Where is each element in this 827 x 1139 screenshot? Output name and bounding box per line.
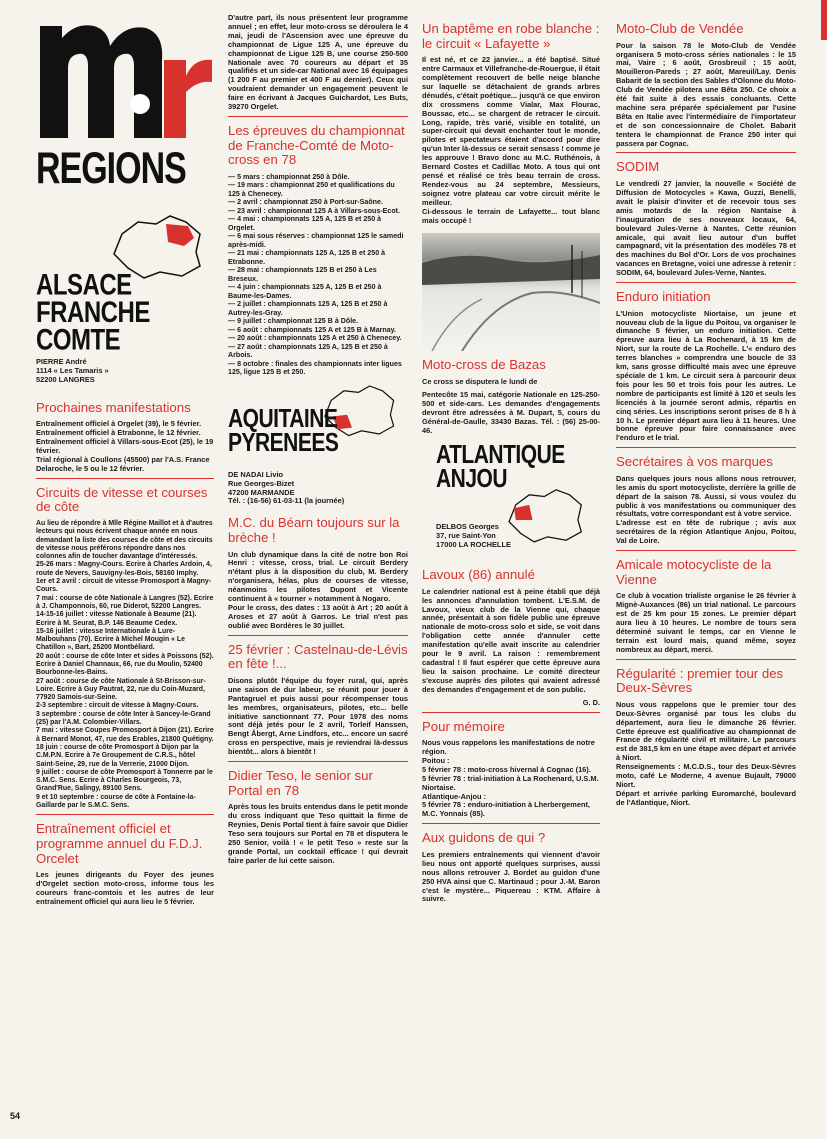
page-number: 54 (10, 1111, 21, 1121)
divider (616, 550, 796, 551)
column-4 (616, 14, 796, 812)
region-title-alsace: ALSACE FRANCHE COMTE (36, 268, 150, 357)
text-entrainement-officiel: Les jeunes dirigeants du Foyer des jeunes d'Orgelet section moto-cross, informe tous les coureurs franc-comtois et les autres de leur entraînement officiel qui aura lieu le 5 février. (36, 870, 214, 906)
heading-castelnau: 25 février : Castelnau-de-Lévis en fête !... (228, 641, 408, 672)
page-edge-marker (821, 0, 827, 40)
masthead-title: REGIONS (36, 144, 186, 194)
heading-enduro-initiation: Enduro initiation (616, 289, 711, 305)
column-3 (422, 14, 600, 908)
heading-didier-teso: Didier Teso, le senior sur Portal en 78 (228, 768, 373, 798)
map-atlantique-icon (504, 485, 588, 545)
correspondent-address-alsace: PIERRE André 1114 « Les Tamaris » 52200 LANGRES (36, 357, 109, 384)
heading-amicale-vienne: Amicale motocycliste de la Vienne (616, 557, 772, 587)
aquitaine-block (228, 381, 408, 471)
text-epreuves-franche-comte: — 5 mars : championnat 250 à Dôle. — 19 mars : championnat 250 et qualifications du 125 à Chenecey. — 2 avril : championnat 250 à Port-sur-Saône. — 23 avril : championnat 125 A à Villars-sous-Ecot. — 4 mai : championnats 125 A, 125 B et 250 à Orgelet. — 6 mai sous réserves : championnat 125 le samedi après-midi. — 21 mai : championnats 125 A, 125 B et 250 à Etrabonne. — 28 mai : championnats 125 B et 250 à Les Breseux. — 4 juin : championnats 125 A, 125 B et 250 à Baume-les-Dames. — 2 juillet : championnats 125 A, 125 B et 250 à Autrey-les-Gray. — 9 juillet : championnat 125 B à Dôle. — 6 août : championnats 125 A et 125 B à Marnay. — 20 août : championnats 125 A et 250 à Chenecey. — 27 août : championnats 125 A, 125 B et 250 à Arbois. — 8 octobre : finales des championnats inter ligues 125, ligue 125 B et 250. (228, 172, 404, 377)
text-regularite: Nous vous rappelons que le premier tour des Deux-Sèvres organisé par tous les clubs du département, aura lieu le dimanche 26 février. Cette épreuve est qualificative au championnat de France de régularité civil et militaire. Le parcours est de 381,5 km en une étape avec départ et arrivée à Niort. Renseignements : M.C.D.S., tour des Deux-Sèvres moto, café Le Moderne, 4 avenue Bujault, 79000 Niort. Départ et arrivée parking Euromarché, boulevard de l'Atlantique, Niort. (616, 699, 796, 807)
heading-mc-bearn: M.C. du Béarn toujours sur la brèche ! (228, 515, 400, 545)
logo-letter-r-stem (164, 60, 186, 138)
text-bazas-lead: Ce cross se disputera le lundi de (422, 377, 538, 386)
text-lavoux: Le calendrier national est à peine établi que déjà les annonces d'annulation tombent. L'E.S.M. de Lavoux, vieux club de la Vienne qui, chaque année, présentait à son fidèle public une épreuve nationale de moto-cross solo et side, se voit dans l'obligation cette année d'annuler cette manifestation qu'elle avait inscrite au calendrier pour le 9 avril. La raison : remembrement cadastral ! Il faut espérer que cette épreuve aura lieu la saison prochaine. Le comité directeur s'excuse auprès des pilotes qui avaient adressé des demandes d'engagement et de son public. (422, 586, 600, 694)
heading-lavoux: Lavoux (86) annulé (422, 567, 535, 583)
heading-prochaines-manifestations: Prochaines manifestations (36, 399, 191, 415)
heading-circuits-vitesse: Circuits de vitesse et courses de côte (36, 484, 208, 515)
heading-entrainement-officiel: Entraînement officiel et programme annuel du F.D.J. Orcelet (36, 821, 203, 866)
heading-regularite: Régularité : premier tour des Deux-Sèvres (616, 665, 784, 696)
heading-secretaires: Secrétaires à vos marques (616, 454, 773, 470)
masthead (36, 20, 214, 194)
column-2 (228, 14, 408, 870)
divider (616, 282, 796, 283)
heading-epreuves-franche-comte: Les épreuves du championnat de Franche-Comté de Moto-cross en 78 (228, 122, 405, 168)
divider (228, 635, 408, 636)
masthead-logo (36, 20, 214, 140)
atlantique-block (422, 439, 600, 549)
region-title-aquitaine: AQUITAINE PYRENEES (228, 404, 339, 457)
divider (36, 478, 214, 479)
divider (422, 823, 600, 824)
text-enduro-initiation: L'Union motocycliste Niortaise, un jeune et nouveau club de la ligue du Poitou, va organiser le dimanche 5 février, un enduro initiation. Cette épreuve aura lieu à La Rochenard, à 15 km de Niort, sur la route de La Rochelle. L'« enduro des terres blanches » comprendra une boucle de 33 km, sans grosse difficulté mais avec une épreuve spéciale de 1 km. Le circuit sera à parcourir deux fois pour les 50 et trois fois pour les autres. Le nombre de participants est limité à 120 et seuls les licenciés à la journée seront admis, répartis en cinq séries. Les inscriptions seront prises de 8 h à 10 h. Le premier départ aura lieu à 11 heures. Une bonne épreuve pour faire connaissance avec l'enduro et le trial. (616, 308, 796, 443)
divider (616, 659, 796, 660)
text-secretaires: Dans quelques jours nous allons nous retrouver, les amis du sport motocycliste, derrière la grille de départ de la saison 78. Aussi, si vous voulez du public à vos manifestations ou communiquer des résultats, votre correspondant est à votre service. L'adresse est en tête de rubrique ; avis aux secrétaires de la région Atlantique Anjou, Poitou, Val de Loire. (616, 473, 796, 546)
divider (36, 814, 214, 815)
divider (616, 447, 796, 448)
divider (228, 761, 408, 762)
text-moto-cross-bazas: Pentecôte 15 mai, catégorie Nationale en 125-250-500 et side-cars. Les demandes d'engagements devront être adressées à M. Dupart, 5, cours du Général-de-Gaulle, 33430 Bazas. Tél. : (56) 25-00-46. (422, 389, 600, 435)
heading-pour-memoire: Pour mémoire (422, 718, 505, 734)
divider (422, 712, 600, 713)
text-didier-teso: Après tous les bruits entendus dans le petit monde du cross indiquant que Teso quittait la firme de Reynies, Denis Portal tient à faire savoir que Didier Teso sera toujours sur Portal en 78 et disputera le 250 Senior, voilà ! « le petit Teso » reste sur la grande Portal, un cocktail efficace ! qui devrait faire parler de lui cette saison. (228, 802, 408, 865)
heading-sodim: SODIM (616, 159, 660, 175)
heading-bapteme-lafayette: Un baptême en robe blanche : le circuit « Lafayette » (422, 21, 600, 51)
text-aux-guidons: Les premiers entraînements qui viennent d'avoir lieu nous ont apporté quelques surprises, aussi nous allons retrouver J. Bordet au guidon d'une 250 HVA ainsi que C. Martinaud ; pour J.-M. Baron c'est le mystère... Piquereau : KTM. Affaire à suivre. (422, 849, 600, 904)
region-title-atlantique: ATLANTIQUE ANJOU (436, 440, 565, 494)
heading-moto-club-vendee: Moto-Club de Vendée (616, 21, 744, 36)
text-circuits-vitesse: Au lieu de répondre à Mlle Régine Maillot et à d'autres lecteurs qui nous écrivent chaque année en nous demandant la liste des courses de côte et des circuits de vitesse nous préférons répondre dans nos colonnes afin de toucher davantage d'intéressés. 25-26 mars : Magny-Cours. Ecrire à Charles Ardoin, 4, route de Nevers, Sauvigny-les-Bois, 58160 Imphy. 1er et 2 avril : circuit de vitesse Promosport à Magny-Cours. 7 mai : course de côte Nationale à Langres (52). Ecrire à J. Champonnois, 60, rue Diderot, 52200 Langres. 14-15-16 juillet : vitesse Nationale à Beaume (21). Ecrire à M. Seurat, B.P. 146 Beaume Cedex. 15-16 juillet : vitesse Internationale à Lure-Malbouhans (70). Ecrire à Michel Mougin « Le Chatillon », Bart, 25200 Montbéliard. 20 août : course de côte Inter et sides à Poissons (52). Ecrire à Daniel Channaux, 66, rue du Moulin, 52400 Bourbonne-les-Bains. 27 août : course de côte Nationale à St-Brisson-sur-Loire. Ecrire à Guy Pautrat, 22, rue du Coin-Muzard, 77920 Samois-sur-Seine. 2-3 septembre : circuit de vitesse à Magny-Cours. 3 septembre : course de côte Inter à Sancey-le-Grand (25) par l'A.M. Colombier-Villars. 7 mai : vitesse Coupes Promosport à Dijon (21). Ecrire à Bernard Monot, 47, rue des Erables, 21800 Quétigny. 18 juin : course de côte Promosport à Dijon par la C.M.P.N. Ecrire à 7e Groupement de C.R.S., hôtel Saint-Seine, 29, rue de la Verrerie, 21000 Dijon. 9 juillet : course de côte Promosport à Tonnerre par le S.M.C. Sens. Ecrire à Charles Bourgeois, 73, Grand'Rue, Salingy, 89100 Sens. 9 et 10 septembre : course de côte à Fontaine-la-Gaillarde par le S.M.C. Sens. (36, 519, 214, 810)
correspondent-address-atlantique: DELBOS Georges 37, rue Saint-Yon 17000 LA ROCHELLE (436, 522, 511, 550)
text-sodim: Le vendredi 27 janvier, la nouvelle « Société de Diffusion de Motocycles » Kawa, Guzzi, Benelli, avait le plaisir d'inviter et de recevoir tous ses amis motards de la région Nantaise à l'inauguration de ses nouveaux locaux, 64, boulevard Jules-Verne à Nantes. Cette réunion amicale, qui avait lieu autour d'un buffet campagnard, vit la présentation des modèles 78 et des machines du Bol d'Or. Lors de vos prochaines vacances en Bretagne, voici une adresse à retenir : SODIM, 64, boulevard Jules-Verne, Nantes. (616, 179, 796, 278)
text-moto-club-vendee: Pour la saison 78 le Moto-Club de Vendée organisera 5 moto-cross séries nationales : le 15 mai, Vaire ; 6 août, Grosbreuil ; 15 août, Mouilleron-Pareds ; 27 août, Mareuil/Lay. Denis Babarit de la section des Sables d'Olonne du Moto-Club de Vendée pilotera une Bêta 250. Ce choix a été fait suite à des essais concluants. Cette machine sera préparée spécialement par l'usine Bêta en Italie avec l'intermédiaire de l'importateur et de son concessionnaire de Cholet. Babarit tentera le championnat de France 250 inter qui passera par Cognac. (616, 40, 796, 148)
heading-aux-guidons: Aux guidons de qui ? (422, 830, 546, 846)
photo-circuit-lafayette (422, 233, 600, 351)
divider (228, 116, 408, 117)
heading-moto-cross-bazas: Moto-cross de Bazas (422, 357, 546, 373)
text-amicale-vienne: Ce club à vocation trialiste organise le 26 février à Mignè-Auxances (86) un trial national. Le parcours est de 25 km pour 15 zones. Le premier départ aura lieu à 10 heures. Le nombre de tours sera déterminé suivant le temps, car en Vienne le terrain est lourd mais, quand même, soyez nombreux au départ, merci. (616, 591, 796, 654)
divider (616, 152, 796, 153)
logo-letter-r-arm (186, 60, 212, 92)
text-mc-bearn: Un club dynamique dans la cité de notre bon Roi Henri : vitesse, cross, trial. Le circuit Berdery n'étant plus à la disposition du club, M. Berdery n'organisera, hélas, plus de courses de vitesse, néanmoins les pilotes Dupont et Vicente continuent à « tourner » notamment à Nogaro. Pour le cross, des dates : 13 août à Art ; 20 août à Aroses et 27 août à Garros. Le trial n'est pas oublié avec Bordères le 30 juillet. (228, 549, 408, 630)
logo-dot (130, 94, 150, 114)
text-prochaines-manifestations: Entraînement officiel à Orgelet (39), le 5 février. Entraînement officiel à Etrabonne, le 12 février. Entraînement officiel à Villars-sous-Ecot (25), le 19 février. Trial régional à Coullons (45500) par l'A.S. France Delaroche, le 5 ou le 12 février. (36, 419, 214, 473)
signature-lavoux: G. D. (582, 697, 600, 707)
photo-snow-trees (422, 233, 600, 351)
correspondent-address-aquitaine: DE NADAI Livio Rue Georges-Bizet 47200 MARMANDE Tél. : (16-56) 61-03-11 (la journée) (228, 469, 345, 506)
column-1 (36, 20, 214, 911)
text-pour-memoire: Nous vous rappelons les manifestations de notre région. Poitou : 5 février 78 : moto-cross hivernal à Cognac (16). 5 février 78 : trial-initiation à La Rochenard, U.S.M. Niortaise. Atlantique-Anjou : 5 février 78 : enduro-initiation à Lherbergement, M.C. Yonnais (85). (422, 738, 599, 819)
logo-letter-m (40, 25, 162, 138)
text-bapteme-lafayette: Il est né, et ce 22 janvier... a été baptisé. Situé entre Carmaux et Villefranche-de-Rouergue, il était complètement recouvert de belle neige blanche sur laquelle se détachaient de grands arbres dénudés, c'était poétique... jusqu'à ce que environ dix crossmens comme Vialar, Max Flourac, Boussac, etc... se chargent de retracer le circuit. Long, rapide, très varié, visible en totalité, un super-circuit qui devait enchanter tout le monde, pilotes et spectateurs étaient d'accord pour dire qu'un Inter là-dessus ce serait sensass ! comme je les approuve ! Bravo donc au M.C. Ruthénois, à Bernard Costes et Cadillac Moto. A tous qui ont pensé et réalisé ce très beau terrain de cross. Rendez-vous au 24 septembre, Messieurs, soignez votre plateau car votre circuit mérite le meilleur. Ci-dessous le terrain de Lafayette... tout blanc mais occupé ! (422, 55, 600, 225)
text-programme-annuel: D'autre part, ils nous présentent leur programme annuel ; en effet, leur moto-cross se déroulera le 4 mai, jeudi de l'Ascension avec une épreuve du championnat de Ligue 125 A, une épreuve du championnat de Ligue 125 B, une course 250-500 Nationale avec 70 coureurs au départ et 35 qualifiés et un side-car National avec 16 équipages (1 200 F au premier et 400 F au dernier). Ceux qui voudraient demander un engagement peuvent le faire en écrivant à Jacques Guichardot, Les Buts, 39270 Orgelet. (228, 13, 408, 112)
text-castelnau: Disons plutôt l'équipe du foyer rural, qui, après une saison de dur labeur, se réunit pour jouer à Pantagruel et puis aussi pour récompenser tous les membres, organisateurs, pilotes, etc... belle initiative sanctionnant 77. Pour 1978 des noms sont déjà jetés pour le 2 avril, Torleif Hanssen, Bengt Åbergt, Arne Lindfors, etc... encore un sacré cross en perspective, mais je reviendrai là-dessus bientôt... alors à bientôt ! (228, 675, 408, 757)
